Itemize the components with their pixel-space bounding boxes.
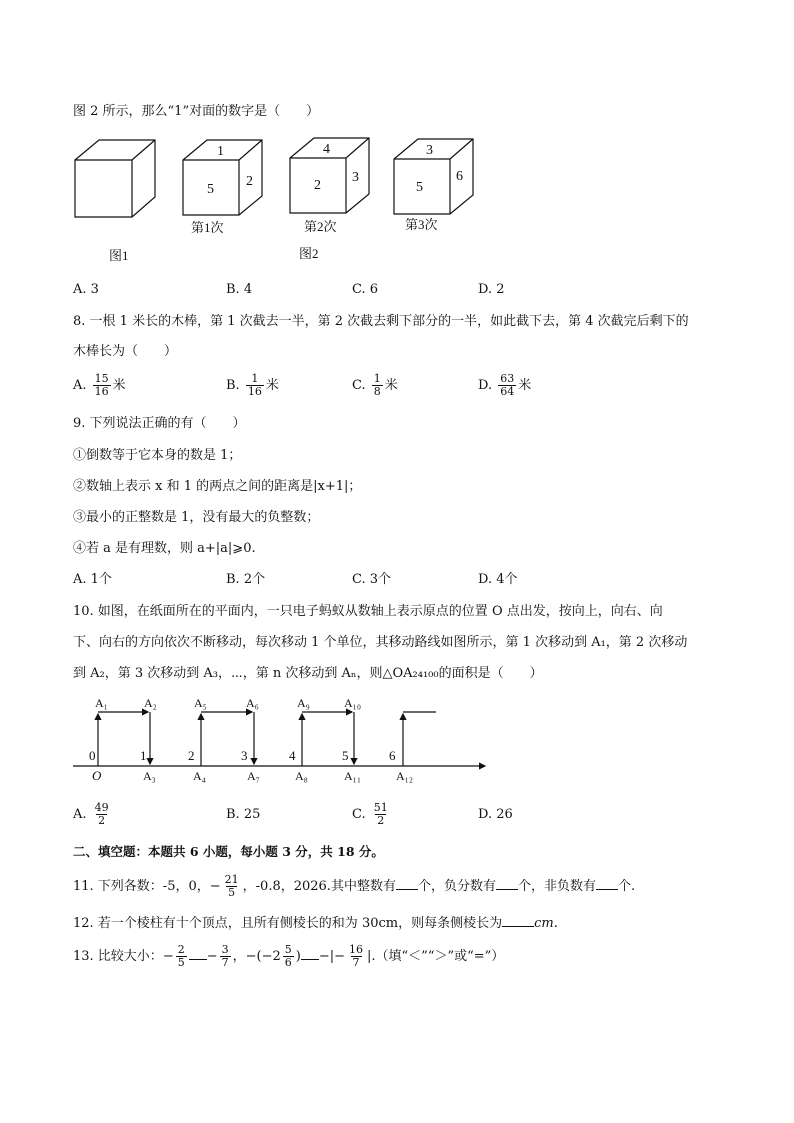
q10-line1: 10. 如图，在纸面所在的平面内，一只电子蚂蚁从数轴上表示原点的位置 O 点出发，按向上，向右、向: [73, 604, 663, 619]
cube1-caption: 第1次: [191, 220, 224, 235]
q13-blank-2[interactable]: [301, 947, 319, 960]
label-a6: A₆: [246, 696, 259, 710]
q11-blank-1[interactable]: [396, 877, 418, 890]
q8-option-d: D. $\frac{63}{64}$ 米: [478, 372, 532, 398]
q8-option-c: C. $\frac{1}{8}$ 米: [352, 372, 398, 398]
origin-label: O: [92, 768, 102, 783]
label-a3: A₃: [143, 769, 156, 783]
label-a5: A₅: [194, 696, 207, 710]
tick-0: 0: [89, 748, 96, 763]
cube-figure: [0, 132, 794, 292]
q11: 11. 下列各数：-5，0，− $\frac{21}{5}$ ，-0.8，2026.其中整数有 个，负分数有 个，非负数有 个.: [73, 873, 636, 899]
tick-3: 3: [241, 748, 248, 763]
section-2-heading: 二、填空题：本题共 6 小题，每小题 3 分，共 18 分。: [73, 844, 384, 859]
q7-option-a: A. 3: [73, 282, 99, 297]
cube3-caption: 第3次: [405, 217, 438, 232]
q13-blank-1[interactable]: [189, 947, 207, 960]
q9-statement-4: ④若 a 是有理数，则 a+|a|⩾0.: [73, 541, 256, 556]
tick-2: 2: [188, 748, 195, 763]
cube2-top: 4: [323, 142, 330, 157]
cube3-front: 5: [416, 180, 423, 195]
q11-blank-3[interactable]: [596, 877, 618, 890]
cube2-caption: 第2次: [304, 219, 337, 234]
q7-option-d: D. 2: [478, 282, 505, 297]
label-a9: A₉: [297, 696, 310, 710]
q8-line2: 木棒长为（ ）: [73, 344, 178, 359]
q10-option-c: C. $\frac{51}{2}$: [352, 801, 388, 827]
cube2-side: 3: [352, 170, 359, 185]
q11-blank-2[interactable]: [496, 877, 518, 890]
q12-blank[interactable]: [502, 914, 534, 927]
q12: 12. 若一个棱柱有十个顶点，且所有侧棱长的和为 30cm，则每条侧棱长为 cm.: [73, 916, 558, 931]
q10-option-a: A. $\frac{49}{2}$: [73, 801, 109, 827]
q7-option-c: C. 6: [352, 282, 379, 297]
q9-statement-3: ③最小的正整数是 1，没有最大的负整数；: [73, 510, 320, 525]
tick-6: 6: [389, 748, 396, 763]
tick-1: 1: [140, 748, 147, 763]
q9-option-a: A. 1个: [73, 572, 112, 587]
cube1-front: 5: [207, 182, 214, 197]
cube3-top: 3: [426, 143, 433, 158]
q8-option-a: A. $\frac{15}{16}$ 米: [73, 372, 126, 398]
q10-line2: 下、向右的方向依次不断移动，每次移动 1 个单位，其移动路线如图所示，第 1 次移动到 A₁，第 2 次移动: [73, 635, 688, 650]
q13: 13. 比较大小：− $\frac{2}{5}$ − $\frac{3}{7}$ ，−(−2 $\frac{5}{6}$ ) −|− $\frac{16}{7}$ |.（填“＜”“＞”或“=”）: [73, 943, 505, 969]
q7-stem: 图 2 所示，那么“1”对面的数字是（ ）: [73, 104, 320, 119]
label-a11: A₁₁: [344, 769, 362, 783]
label-a4: A₄: [193, 769, 206, 783]
label-a1: A₁: [95, 696, 108, 710]
tick-5: 5: [342, 748, 349, 763]
q9-option-b: B. 2个: [226, 572, 266, 587]
q8-line1: 8. 一根 1 米长的木棒，第 1 次截去一半，第 2 次截去剩下部分的一半，如此截下去，第 4 次截完后剩下的: [73, 314, 689, 329]
q9-statement-1: ①倒数等于它本身的数是 1；: [73, 448, 242, 463]
label-a10: A₁₀: [344, 696, 362, 710]
fig2-label: 图2: [299, 246, 319, 261]
q8-option-b: B. $\frac{1}{16}$ 米: [226, 372, 279, 398]
q10-option-b: B. 25: [226, 807, 261, 822]
ant-path-figure: [0, 690, 794, 790]
label-a12: A₁₂: [396, 769, 414, 783]
cube1-top: 1: [217, 144, 224, 159]
cube1-side: 2: [246, 174, 253, 189]
tick-4: 4: [289, 748, 296, 763]
label-a2: A₂: [144, 696, 157, 710]
q9-stem: 9. 下列说法正确的有（ ）: [73, 416, 246, 431]
label-a7: A₇: [247, 769, 260, 783]
label-a8: A₈: [295, 769, 308, 783]
q9-option-c: C. 3个: [352, 572, 392, 587]
q7-option-b: B. 4: [226, 282, 253, 297]
fig1-label: 图1: [109, 248, 129, 263]
q10-option-d: D. 26: [478, 807, 513, 822]
q10-line3: 到 A₂，第 3 次移动到 A₃，⋯，第 n 次移动到 Aₙ，则△OA₂₄₁₀₀的面积是（ ）: [73, 666, 543, 681]
cube3-side: 6: [456, 169, 463, 184]
q9-option-d: D. 4个: [478, 572, 518, 587]
cube2-front: 2: [314, 178, 321, 193]
q9-statement-2: ②数轴上表示 x 和 1 的两点之间的距离是|x+1|；: [73, 479, 362, 494]
